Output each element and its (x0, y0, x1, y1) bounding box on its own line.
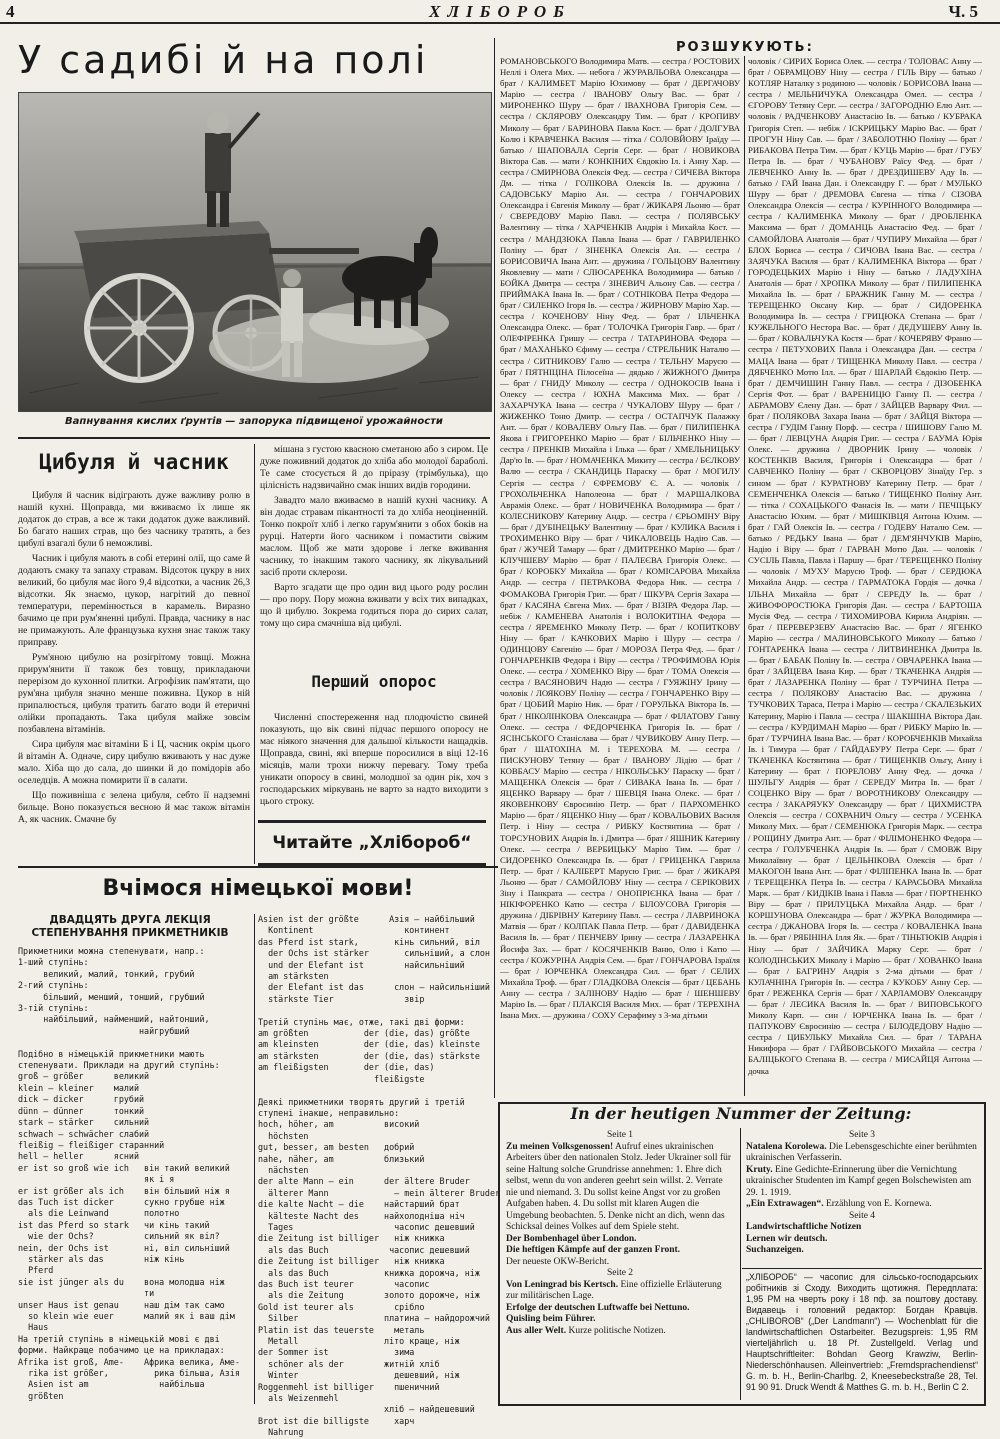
contents-entry-title: „Ein Extrawagen“. (746, 1199, 824, 1209)
divider (742, 1268, 982, 1269)
garlic-paragraph: Цибуля й часник відіграють дуже важливу ролю в нашій кухні. Щоправда, ми вживаємо їх лише як додаток до страв, а все ж таки додаток дуже важливий. Бо багато наших страв, що без часнику тратять, а без цибулі взагалі були б неможливі. (18, 490, 250, 549)
garlic-paragraph: Сира цибуля має вітаміни Б і Ц, часник окрім цього й вітамін А. Одначе, сиру цибулю вживають у нас дуже мало. Хіба що до сала, до шинки й до помідорів або оселедців. А можна помирити її в салати. (18, 739, 250, 786)
contents-entry-title: Erfolge der deutschen Luftwaffe bei Nettuno. (506, 1302, 690, 1313)
contents-entry (746, 1234, 978, 1246)
contents-entry: Aus aller Welt. Kurze politische Notizen. (506, 1325, 666, 1336)
search-heading: РОЗШУКУЮТЬ: (676, 40, 814, 55)
contents-entry: „Ein Extrawagen“. Erzählung von E. Kornewa. (746, 1199, 932, 1209)
page-section-label: Seite 3 (848, 1130, 876, 1140)
german-lesson-col2: Asien ist der größte Азія — найбільший Kontinent континент das Pferd ist stark, кінь сильний, віл der Ochs ist stärker сильніший, а слон und der Elefant ist найсильніший am stärksten der Elefant ist das слон — найсильніший stärkste Tier звір Третій ступінь має, отже, такі дві форми: am größten der (die, das) größte am kleinsten der (die, das) kleinste am stärksten der (die, das) stärkste am fleißigsten der (die, das) fleißigste Деякі прикметники творять другий і третій ступені інакше, неправильно: hoch, höher, am високий höchsten gut, besser, am besten добрий nahe, näher, am близький nächsten der alte Mann — ein der ältere Bruder älterer Mann — mein älterer Bruder die kalte Nacht — die найстарший брат kälteste Nacht des найхолодніша ніч Tages часопис дешевший die Zeitung ist billiger ніж книжка als das Buch часопис дешевший die Zeitung ist billiger ніж книжка als das Buch книжка дорожча, ніж das Buch ist teurer часопис als die Zeitung золото дорожче, ніж Gold ist teurer als срібло Silber платина — найдорожчий Platin ist das teuerste металь Metall літо краще, ніж der Sommer ist зима schöner als der житній хліб Winter дешевший, ніж Roggenmehl ist billiger пшеничний als Weizenmehl хліб — найдешевший Brot ist die billigste харч Nahrung (258, 914, 501, 1438)
contents-entry-title: Die heftigen Kämpfe auf der ganzen Front. (506, 1245, 681, 1255)
divider (18, 866, 498, 868)
contents-entry-title: Von Leningrad bis Kertsch. (506, 1279, 619, 1290)
garlic-paragraph: Завадто мало вживаємо в нашій кухні часнику. А він додає стравам пікантності та до хліба неоціненній. Тонко покроїт хліб і легко гарум'янити з обох боків на рурці. Натерти його часником і помастити свіжим маслом. Щоб же мати здорове і легке вживання часнику, то інакшим такого часнику, як лікувальний засіб проти склерози. (260, 495, 488, 578)
search-notices-col2 (748, 56, 982, 1096)
imprint: „ХЛІБОРОБ“ — часопис для сільсько-господарських робітників зі Сходу. Виходить щотижня. Передплата: 1,95 РМ на чверть року і 18 пф. за поштову доставу. Видавець і головний редактор: Богдан Кравців. „CHLIBOROB“ („Der Landmann“) — Wochenblatt für die landwirtschaftlichen Ostarbeiter. Bezugspreis: 1,95 RM vierteljährlich u. 18 Pf. Zustellgeld. Verlag und Hauptschriftleiter: Bohdan Georg Krawziw, Berlin-Niederschönhausen. Alleinvertrieb: „Fremdsprachendienst“ G. m. b. H., Berlin-Charlbg. 2, Kneesebeckstraße 28, Tel. 91 90 91. Druck Wendt & Matthes G. m. b. H., Berlin C 2. (746, 1272, 978, 1392)
column-divider (744, 56, 745, 1096)
column-divider (494, 38, 495, 1098)
column-divider (740, 1128, 741, 1400)
lesson-title: ДВАДЦЯТЬ ДРУГА ЛЕКЦІЯ СТЕПЕНУВАННЯ ПРИКМЕТНИКІВ (31, 914, 229, 939)
garlic-paragraph: Часник і цибуля мають в собі етерині олії, що саме й додають смаку та запаху стравам. Відсоток цукру в них великий, бо цибуля має його 9,4 відсотки, а часник 26,3 відсотки. Як знаємо, цукор, нагрітий до певної температури, перемінюється в карамель. Виразно бачимо це при рум'яненні цибулі. Правда, часнику в нас не примажують. Але французька кухня знає також таку приправу. (18, 553, 250, 648)
contents-entry-title: Der Bombenhagel über London. (506, 1233, 637, 1244)
page-header (0, 0, 1000, 24)
column-divider (254, 444, 255, 864)
contents-left-column (506, 1130, 734, 1400)
contents-right-column (746, 1130, 978, 1268)
photo-feature-title: У садибі й на полі (18, 38, 429, 82)
garlic-paragraph: Варто згадати ще про один вид цього роду рослин — про пору. Пору можна вживати у всіх тих випадках, що й цибулю. Зокрема годиться пора до сирих салат, тому що сира смачніша від цибулі. (260, 582, 488, 629)
subscription-promo: Читайте „Хлібороб“ (258, 820, 486, 866)
contents-entry-title: Aus aller Welt. (506, 1325, 567, 1336)
page-section-label: Seite 4 (848, 1210, 876, 1221)
contents-entry (746, 1245, 978, 1257)
garlic-article-col2 (260, 444, 488, 652)
farm-photo-drawing (19, 93, 491, 411)
page-number: 4 (6, 2, 15, 21)
masthead: ХЛІБОРОБ (429, 2, 571, 21)
contents-entry: Von Leningrad bis Kertsch. Eine offizielle Erläuterung zur militärischen Lage. (506, 1279, 722, 1301)
contents-entry (506, 1303, 734, 1315)
contents-entry-title: Zu meinen Volksgenossen! (506, 1141, 614, 1152)
contents-entry: Kruty. Eine Gedichte-Erinnerung über die Vernichtung ukrainischer Studenten im Kampf gegen Bolschewisten am 29. 1. 1919. (746, 1164, 972, 1198)
pigs-article-title: Перший опорос (311, 672, 437, 691)
search-notices-col1 (500, 56, 740, 1096)
contents-entry: Der neueste OKW-Bericht. (506, 1256, 610, 1267)
contents-entry-title: Natalena Korolewa. (746, 1141, 827, 1152)
garlic-paragraph: мішана з густою квасною сметаною або з сиром. Це дуже поживний додаток до хліба або молодої бараболі. Те саме стосується й до пріразу (трімбулька), що цілісність надзвичайно смак інших видів городини. (260, 444, 488, 491)
contents-entry (746, 1222, 978, 1234)
contents-entry-title: Lernen wir deutsch. (746, 1233, 828, 1244)
garlic-article-col1 (18, 490, 250, 862)
page-section-label: Seite 2 (606, 1268, 634, 1278)
farm-photo (18, 92, 492, 412)
contents-entry-title: Quisling beim Führer. (506, 1314, 596, 1324)
german-lesson-heading: Вчімося німецької мови! (102, 876, 414, 901)
pigs-article-body (260, 712, 488, 808)
garlic-article-title: Цибуля й часник (39, 450, 229, 474)
garlic-paragraph: Рум'яною цибулю на розігрітому товщі. Можна прирум'янити її також без товщу, прикладаючи перерізом до кухонної плитки. Агрофізик пам'ятати, що рум'яна цибуля значно менше поживна. Цукор в ній припалюється, цибуля тратить багато води й етеричні олійки пропадають. Така цибуля майже зовсім позбавлена вітамінів. (18, 652, 250, 735)
contents-box-title: In der heutigen Nummer der Zeitung: (570, 1104, 912, 1123)
pigs-paragraph: Численні спостереження над плодючістю свиней показують, що вік свині підчас першого опоросу не має ніякого значення для дальшої кількости нащадків. Щоправда, свині, які вперше поросилися в віці 12-16 місяців, мали трохи нижчу перевагу. Тому треба уникати опоросу в свині, молодшої за один рік, хоч з господарських міркувань не варто за надто виходити з цього строку. (260, 712, 488, 807)
garlic-paragraph: Що поживніша є зелена цибуля, себто її надземні бильце. Воно показується весною й має також вітамін А, як часник. Смачне бу (18, 790, 250, 825)
divider (18, 437, 490, 439)
german-lesson-col1: Прикметники можна степенувати, напр.: 1-ший ступінь: великий, малий, тонкий, грубий 2-гий ступінь: більший, менший, тонший, грубший 3-тій ступінь: найбільший, найменший, найтонший, найгрубший Подібно в німецькій прикметники мають степенувати. Приклади на другий ступінь: groß — größer великий klein — kleiner малий dick — dicker грубий dünn — dünner тонкий stark — stärker сильний schwach — schwächer слабий fleißig — fleißiger старанний hell — heller ясний er ist so groß wie ich він такий великий як і я er ist größer als ich він більший ніж я das Tuch ist dicker сукно грубше ніж als die Leinwand полотно ist das Pferd so stark чи кінь такий wie der Ochs? сильний як віл? nein, der Ochs ist ні, віл сильніший stärker als das ніж кінь Pferd sie ist jünger als du вона молодша ніж ти unser Haus ist genau наш дім так само so klein wie euer малий як і ваш дім Haus На третій ступінь в німецькій мові є дві форми. Найкраще побачимо це на прикладах: Afrika ist groß, Ame- Африка велика, Аме- rika ist größer, рика більша, Азія Asien ist am найбільша größten (18, 946, 240, 1401)
search-list: чоловік / СИРИХ Бориса Олек. — сестра / ТОЛОВАС Анну — брат / ОБРАМЦОВУ Ніну — сестра / ГІЛЬ Віру — батько / КОТЛЯР Наталку з родиною — чоловік / БОРИСОВА Івана — сестра / МЕЛЬНИЧУКА Олександра Омел. — сестра / ЄГОРОВУ Тетяну Серг. — сестра / ЗАГОРОДНЮ Елю Ант. — чоловік / РАДЧЕНКОВУ Анастасію Ів. — батько / КУБРАКА Григорія Степ. — небіж / ІСКРИЦЬКУ Марію Вас. — брат / ПРОГУН Ніну Сав. — брат / ЗАБОЛОТНЮ Поліну — брат / РИБАКОВА Петра Тим. — брат / КУЦЬ Марію — брат / ГУБУ Петра Ів. — брат / ЧУБАНОВУ Раїсу Фед. — брат / ЛЕВЧЕНКО Анну Ів. — брат / ДРЕЗДИШЕВУ Аду Ів. — батько / ГАЙ Івана Дан. і Олександру Г. — брат / МУЛЬКО Шуру — брат / ДРЕМОВА Євгена — тітка / СІЗОВА Олександра Олексія — сестра / КУРІННОГО Володимира — сестра / КАЛИМЕНКА Миколу — брат / ДРОБЛЕНКА Максима — брат / ДОМАНЦЬ Анастасію Фед. — брат / САМОЙЛОВА Анатолія — брат / ЧУПИРУ Михайла — брат / БЛОХ Бориса — сестра / СИЧОВА Івана Вас. — сестра / ЗАЯЧУКА Василя — брат / КАЛИМЕНКА Віктора — брат / ГОРОДЕЦЬКИХ Марію і Ніну — батько / ЛАДУХІНА Анатолія — брат / ХРОПКА Миколу — брат / ПИЛИПЕНКА Михайла Ів. — брат / БРАЖНИК Ганну М. — сестра / ТЕРЕЩЕНКО Оксану Кир. — брат / СИДОРЕНКА Володимира Ів. — сестра / ГРИЦЮКА Степана — брат / КУЖЕЛЬНОГО Нестора Вас. — брат / ДЕДУШЕВУ Анну Ів. — брат / КОВАЛЬЧУКА Костя — брат / КОЧЕРЯВУ Франю — сестра / ПЕТУХОВИХ Павла і Олександра Дан. — сестра / МАЦА Івана — брат / ТИЩЕНКА Миколу Павл. — сестра / ДЯБЧЕНКО Мотю Ілл. — брат / ШАРЛАЙ Євдокію Петр. — брат / ДЕМЧИШИН Ганну Павл. — сестра / ДІЗОБЕНКА Сергія Фот. — брат / ВАРЕНИЦЮ Ганну П. — сестра / АБРАМОВУ Єлену Дан. — брат / ЗАЙЦЕВ Варвару Фил. — брат / ПОЛЯКОВА Захара Івана — брат / ЗАЙЦЯ Віктора — сестра / ГУДІМ Ганну Порф. — сестра / ШИШОВУ Галю М. — брат / ЛЕВЦУНА Андрія Григ. — сестра / БАУМА Юрія Олекс. — дружина / ДВОРНИК Ірину — чоловік / КОСТЕНКІВ Василя, Григорія і Олександра — брат / САВЧЕНКО Поліну — брат / СКВОРЦОВУ Зінаїду Гер. з сином — брат / КУРАТНОВУ Катерину Петр. — брат / СЕМЕНЧЕНКА Олексія — батько / ТИЩЕНКО Поліну Ант. — тітка / СОХАЦЬКОГО Фанасія Ів. — мати / ПЕЧІЦЬКУ Анастасію Юхим. — брат / МИШКІВЦЯ Антона Юхим. — брат / ГАЙ Олексія Ів. — сестра / ГОДЕВУ Наталю Сем. — батько / РЕДЬКУ Івана — брат / ДЕМ'ЯНЧУКІВ Марію, Надію і Віру — брат / ГАРВАН Мотю Дан. — чоловік / СУСІЛЬ Павла, Павла і Паршу — брат / ТЕРЕЩЕНКО Поліну — чоловік / МУХУ Марусю Троф. — брат / СЕРДЮКА Михайла Андр. — сестра / ГАРМАТОКА Гордія — дочка / ІЛЬНА Михайла — брат / СЕРЕДУ Ів. — брат / ЖИВОФОРОСТЮКА Григорія Дан. — сестра / БАРТОША Мусія Фед. — сестра / ТИХОМИРОВА Кирила Андріян. — брат / ПЕРЕВЕРЗЕВУ Анастасію Вас. — брат / ЯГЕНКО Марію — сестра / МАЛИНОВСЬКОГО Миколу — батько / ГОНТАРЕНКА Івана — сестра / ЛИТВИНЕНКА Дмитра Ів. — брат / БАБАК Поліну Ів. — сестра / ОВЧАРЕНКА Івана — брат / ЗАЙЦЕВА Івана Кир. — брат / ТКАЧЕНКА Андрія — брат / ЛАЗАРЕНКА Поліну — брат / ТУРЧИНА Петра — сестра / ПОЛЯКОВУ Анастасію Вас. — дружина / ТУЧКОВИХ Тараса, Петра і Марію — сестра / СКАЛЕЗЬКИХ Катерину, Марію і Павла — сестра / ШАКШІНА Віктора Дан. — сестра / КУРДИМАН Марію — брат / РИБКУ Марію Ів. — брат / ТУРЧИНА Івана Вас. — брат / КОРОБЧЕНКІВ Михайла Ів. і Тимура — брат / ГАЙДАБУРУ Петра Серг. — брат / ТКАЧЕНКА Костянтина — брат / ТИЩЕНКІВ Ольгу, Анну і Катерину — брат / ПОРЕЛОВУ Анну Фед. — дочка / ШУЛЬГУ Андрія — брат / СЕРЕДУ Митра Ів. — брат / СОЦЕНКО Віру — брат / ВОРОТНИКОВУ Олександру — сестра / ЗАКАРЯУКУ Олександру — брат / ЦИХМИСТРА Олексія — сестра / СОХРАНИЧ Ольгу — сестра / УСЕНКА Миколу Мих. — брат / СЕМЕНЮКА Григорія Марк. — сестра / РОЩИНУ Дмитра Ант. — брат / ФІЛІМОНЕНКО Федора — сестра / ГОЛУБЧЕНКА Андрія Ів. — брат / СМОВЖ Віру Миколаївну — брат / ЦЕЛЬНІКОВА Олексія — брат / МАКОГОН Івана Ант. — брат / ФІЛІПЕНКА Івана Ів. — брат / ТЕРЕЩЕНКА Петра Ів. — сестра / КАРАСЬОВА Михайла Марк. — брат / КИДІКІВ Івана і Павла — брат / ПОРТНЕНКО Віру — брат / ПРИЛУЦЬКА Михайла Андр. — брат / КОРШУНОВА Олександра — брат / ЖУРКА Володимира — сестра / ДЖАНОВА Ігоря Ів. — сестра / КОВАЛЕНКА Івана Ів. — брат / РЯБІНІНА Ілля Як. — брат / ТІНЬТЮКІВ Андрія і Ніну — брат / ЗАЙЧИКА Марку Серг. — брат / КОЛОДІНСЬКИХ Миколу і Марію — брат / ХОВАНКО Івана — брат / БАГРИНУ Андрія з 2-ма дітьми — брат / КУЛАЧНІНА Григорія Ів. — сестра / КУКОБУ Анну Сер. — брат / РЕЖЕНКА Сергія — брат / ХАРЛАМОВУ Олександру — брат / ЛЕСИКА Василя Ів. — брат / ВИПОВСЬКОГО Миколу Карп. — син / ЮРЧЕНКА Івана Ів. — брат / ПАПУКОВУ Євросинію — сестра / БІЛОДЕДОВУ Надію — сестра / ЦИБУЛЬКУ Михайла Сил. — брат / ТАРАНА Никифора — брат / ГАЙБОВСЬКОГО Михайла — сестра / БАЛІЦЬКОГО Степана В. — сестра / МИСАЙЦЯ Антона — дочка (748, 56, 982, 1076)
contents-entry (506, 1245, 734, 1257)
contents-entry: Zu meinen Volksgenossen! Aufruf eines ukrainischen Arbeiters über den nationalen Stolz. Jeder Ukrainer soll für seine Haltung solche Grundrisse annehmen: 1. Ehre dich selbst, wenn du von anderen geehrt sein willst. 2. Verrate nie und niemand. 3. Du sollst keine Angst vor zu großen Aufgaben haben. 4. Du sollst mit klaren Augen die Umgebung beobachten. 5. Denke nicht an dich, wenn das Schicksal deines Volkes auf dem Spiele steht. (506, 1141, 732, 1232)
contents-entry (506, 1234, 734, 1246)
contents-entry: Natalena Korolewa. Die Lebensgeschichte einer berühmten ukrainischen Verfasserin. (746, 1141, 977, 1163)
photo-caption: Вапнування кислих ґрунтів — запорука підвищеної урожайности (65, 416, 443, 427)
search-list: РОМАНОВСЬКОГО Володимира Матв. — сестра / РОСТОВИХ Неллі і Олега Мих. — небога / ЖУРАВЛЬОВА Олександра — брат / КАЛИМБЕТ Марію Юхимову — брат / ДЕРГАЧОВУ Марію — сестра / ІВАНОВУ Ольгу Вас. — брат / МИРОНЕНКО Шуру — брат / ІВАХНОВА Григорія Сем. — сестра / СКЛЯРОВУ Олександру Тим. — брат / КРОПИВУ Миколу — брат / БАРИНОВА Павла Кост. — брат / ДОЛГУВА Колю і КРАВЧЕНКА Василя — тітка / СОЛОВЙОВУ Іраїду — батько / ШАПОВАЛА Сергія Серг. — брат / НОВИКОВА Віктора Сав. — мати / КОНКІНИХ Євдокію Іл. і Анну Хар. — сестра / СМИРНОВА Олексія Фед. — сестра / СИЧЕВА Віктора Дм. — тітка / ГОЛІКОВА Олексія Ів. — дружина / САДОВСЬКУ Марію Ан. — сестра / ГОНЧАРОВИХ Олександра і Євгенія Миколу — брат / ЖИКАРЯ Льоню — брат / СВЕРЕДОВУ Марію Павл. — сестра / ПОЛЯВСЬКУ Валентину — тітка / ХАРЧЕНКІВ Андрія і Михайла Кост. — сестра / МАНДЗЮКА Павла Івана — брат / ГАВРИЛЕНКО Поліну — брат / ЗІНЕНКА Олексія Ан. — сестра / БОРИСОВИЧА Івана Ант. — дружина / ГОЛЬЦОВУ Валентину Яковлевну — мати / СЛЮСАРЕНКА Володимира — батько / БОЙКА Дмитра — сестра / ЗІНЕВИЧ Альону Сав. — сестра / ПРИЙМАКА Івана Ів. — брат / СОТНІКОВА Петра Федора — брат / СИЛЕНКО Ігоря Ів. — сестра / ЖИРНОВУ Марію Хар. — сестра / КОЧЕНОВУ Ніну Фед. — брат / ІЛЬЧЕНКА Олександра Олекс. — брат / ТОЛОЧКА Григорія Гавр. — брат / ОЛЕФІРЕНКА Гришу — сестра / ТАТАРИНОВА Федора — брат / МАХАНЬКО Єфиму — сестра / СТРЕЛЬНИК Наталю — сестра / СИТНИКОВУ Галю — сестра / ТЕЛЬНУ Марусю — брат / ПЯТНІЦІНА Пілосеїна — дядько / ЖИЖНОГО Дмитра — брат / ГНИДУ Миколу — сестра / ОДНОКОСІВ Івана і Олексу — сестра / ЮХНА Максима Мих. — брат / ЗАХАРЧУКА Івана — сестра / ЧУКАЛОВУ Шуру — брат / ЖИЖЕНКО Тоню Дмитр. — сестра / ОСТАПЧУК Палажку Ант. — брат / КОВАЛЕВУ Ольгу Пав. — брат / ПИЛИПЕНКА Якова і ГРИГОРЕНКО Марію — брат / БІЛЬЧЕНКО Ніну — сестра / ПРЕНКІВ Михайла і Ілька — брат / ХМЕЛЬНИЦЬКУ Дар'ю Ів. — брат / НОМАЧЕНКА Микиту — сестра / БЄЛКОВУ Валю — сестра / СКАНДИЦЬ Параску — брат / МОГИЛУ Сергія — сестра / ЄФРЕМОВУ Є. А. — чоловік / ГРОХОЛЬЧЕНКА Наполеона — брат / МАРШАЛКОВА Аврамія Олекс. — брат / НОВИЧЕНКА Володимира — брат / КОЛЕСНИКОВУ Катерину Андр. — сестра / ЄРЬОМІНУ Віру — брат / ДУБІНЕЦЬКУ Валентину — брат / КУЛИКА Василя і ТРОХИМЕНКО Віру — брат / ЧИКАЛОВЕЦЬ Надію Сав. — брат / ЖУЧЕЙ Тамару — брат / ДМИТРЕНКО Марію — брат / КЛУЧШЕВУ Марію — брат / ПАЛЕЄВА Григорія Олекс. — брат / КОРОБКУ Михайла — брат / КОМІСАРОВА Михайла Андр. — сестра / ПЕТРАКОВА Федора Ник. — сестра / ФОМАКОВА Григорія Григ. — брат / ШКУРА Сергія Захара — брат / КАСЯНА Євгена Мих. — брат / ВІЗІРА Федора Лар. — небіж / КАМЕНЕВА Анатолія і ВОЛОКИТІНА Федора — сестра / ЯРЕМЕНКО Миколу Петр. — брат / КОПИТКОВУ Ніну — брат / КАЧКОВИХ Марію і Шуру — сестра / ОДИНЦОВУ Євгенію — брат / МОРОЗА Петра Фед. — брат / ГОНЧАРЕНКІВ Федора і Віру — сестра / ТРОФИМОВА Юрія Олекс. — сестра / ХОМЕНКО Віру — брат / ТОМА Олексія — сестра / ВАСЯНОВИЧ Надю — сестра / ГУЯЖІНУ Ірину — чоловік / ЛОЯКОВУ Поліну — сестра / ГОНЧАРЕНКО Віру — брат / ЦОБИЙ Марію Ник. — брат / ГОРУЛЬКА Віктора Ів. — брат / НІКОЛІНКОВА Олександра — брат / ФІЛАТОВУ Ганну Олекс. — сестра / ФЕДОРЧЕНКА Григорія Ів. — брат / ЯСІНСЬКОГО Станіслава — брат / ЧУВИКОВУ Анну Петр. — брат / ШАТОХІНА М. і ТЕРЕХОВА М. — сестра / ПИСКУНОВУ Тетяну — брат / ІВАНОВУ Лідію — брат / КОВБАСУ Марію — сестра / НІКОЛЬСЬКУ Параску — брат / МАЩЕНКА Олексія — брат / СИВАКА Івана Ів. — брат / ЯЦЕНКО Варвару — брат / ШЕВЦЯ Івана Олекс. — брат / ЯКОВЕНКОВУ Євросинію Петр. — брат / ПАРХОМЕНКО Марію — брат / ЯЦЕНКО Ніну — брат / КОВАЛЬОВИХ Василя Петр. і Ніну — сестра / РИБКУ Костянтина — брат / ТОРСУНОВИХ Андрія Ів. і Дмитра — брат / ЯШНИК Катерину Олекс. — сестра / ВЕРБИЦЬКУ Марію Тим. — брат / СИДОРЕНКО Олександра Ів. — брат / ГРИЦЕНКА Гаврила Петр. — брат / КАЛІБЕРТ Марусю Григ. — брат / ЖИКАРЯ Льоню — брат / САМОЙЛОВУ Ніну — сестра / СЕРІКОВИХ Зіну і Панкрата — сестра / ОНОПРІЄНКА Івана — брат / НІКІФОРЕНКО Катю — сестра / БІЛОУСОВА Григорія — дружина / ДІБРІВНУ Катерину Павл. — сестра / ЛАВРИНОКА Матвія — брат / КОЛПАК Павла Петр. — брат / ДАВИДЕНКА Василя Ів. — брат / ПЕНЧЕВУ Ірину — сестра / ЛАЗАРЕНКА Йосифа Зах. — брат / КОСЯЧЕНКІВ Ваню, Олю і Катю — сестра / КОЖУРІНА Андрія Сем. — брат / ГОНЧАРОВА Ізраїля — брат / ЮРЧЕНКА Олександра Сил. — брат / СЕЛИХ Михайла Троф. — брат / ГЛАДКОВА Олексія — брат / ЦЕБАНЬ Анну — сестра / ЗАЛІНОВУ Надію — брат / ШЕНШЕВУ Марію Ів. — брат / ПЛАКСІЯ Василя Мих. — брат / ТЕРЕХІНА Івана Мих. — дружина / СОХУ Серафиму з 3-ма дітьми (500, 56, 740, 1021)
contents-entry (506, 1314, 734, 1326)
contents-entry-title: Kruty. (746, 1164, 773, 1175)
contents-entry-title: Suchanzeigen. (746, 1245, 804, 1255)
contents-entry-title: Landwirtschaftliche Notizen (746, 1222, 862, 1232)
issue-number: Ч. 5 (948, 2, 978, 21)
page-section-label: Seite 1 (606, 1130, 634, 1140)
column-divider (254, 914, 255, 1404)
